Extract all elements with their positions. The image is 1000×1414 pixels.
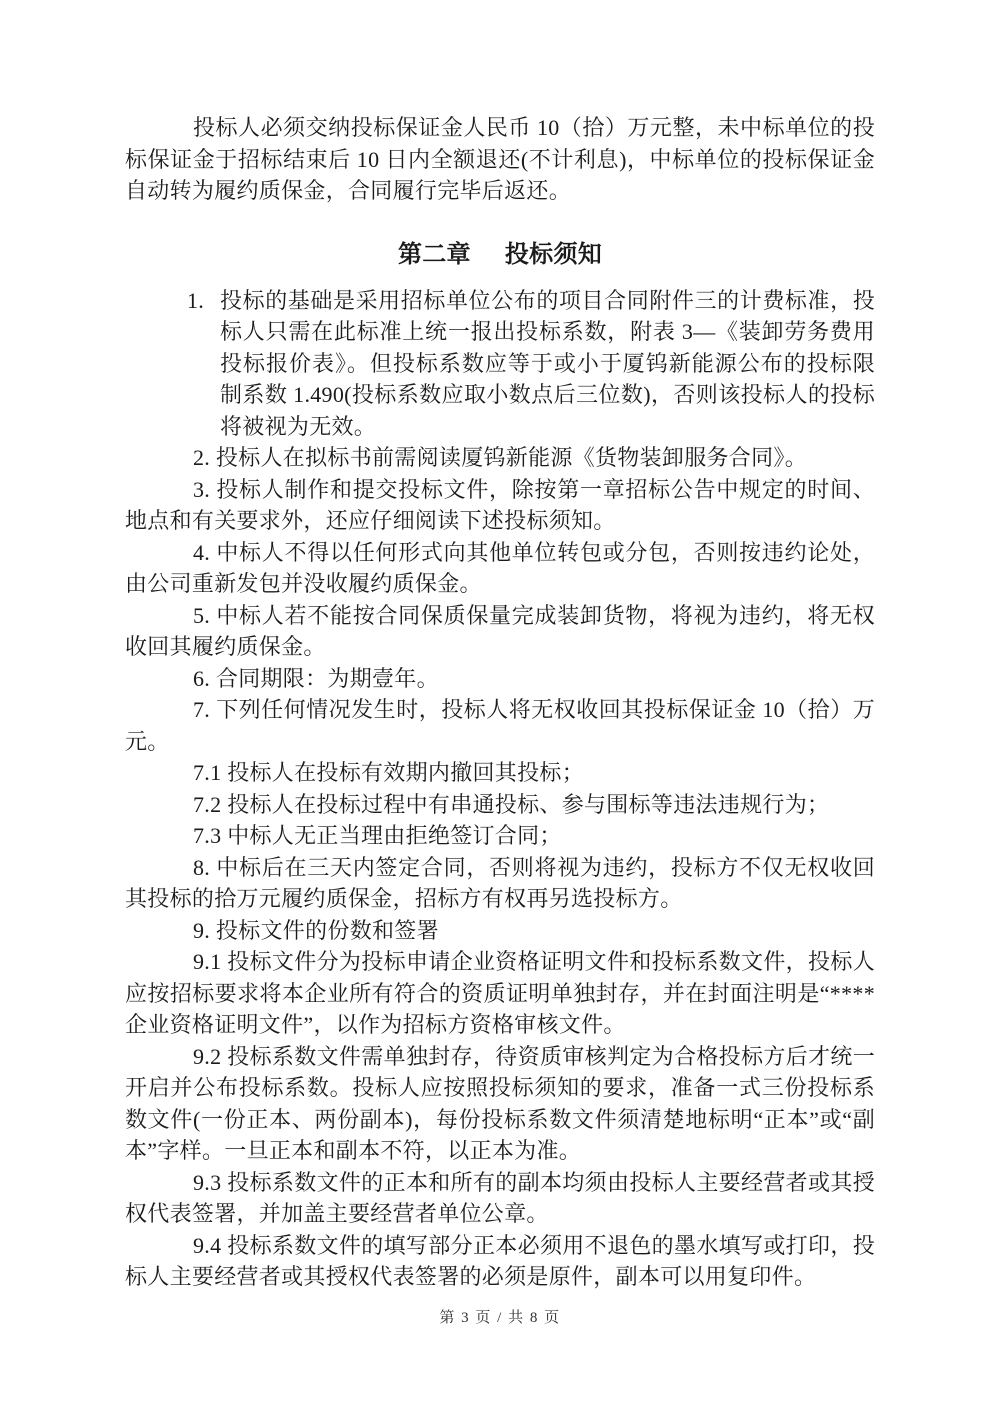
item-1-text: 投标的基础是采用招标单位公布的项目合同附件三的计费标准，投标人只需在此标准上统一报出投标系数，附表 3—《装卸劳务费用投标报价表》。但投标系数应等于或小于厦钨新能源公布的投标限制系数 1.490(投标系数应取小数点后三位数)，否则该投标人的投标将被视为无效。 xyxy=(220,287,875,439)
numbered-item-1 xyxy=(125,285,875,443)
paragraph-intro: 投标人必须交纳投标保证金人民币 10（拾）万元整，未中标单位的投标保证金于招标结束后 10 日内全额退还(不计利息)，中标单位的投标保证金自动转为履约质保金，合同履行完毕后返还。 xyxy=(125,115,875,203)
paragraph-3: 3. 投标人制作和提交投标文件，除按第一章招标公告中规定的时间、地点和有关要求外，还应仔细阅读下述投标须知。 xyxy=(125,476,875,533)
page-footer: 第 3 页 / 共 8 页 xyxy=(439,1310,561,1326)
paragraph-9-3: 9.3 投标系数文件的正本和所有的副本均须由投标人主要经营者或其授权代表签署，并加盖主要经营者单位公章。 xyxy=(125,1169,875,1226)
paragraph-2: 2. 投标人在拟标书前需阅读厦钨新能源《货物装卸服务合同》。 xyxy=(193,445,808,470)
paragraph-8: 8. 中标后在三天内签定合同，否则将视为违约，投标方不仅无权收回其投标的拾万元履约质保金，招标方有权再另选投标方。 xyxy=(125,854,875,911)
paragraph-7-2: 7.2 投标人在投标过程中有串通投标、参与围标等违法违规行为； xyxy=(193,791,830,817)
paragraph-7-1: 7.1 投标人在投标有效期内撤回其投标； xyxy=(193,760,585,785)
paragraph-9-2: 9.2 投标系数文件需单独封存，待资质审核判定为合格投标方后才统一开启并公布投标系数。投标人应按照投标须知的要求，准备一式三份投标系数文件(一份正本、两份副本)，每份投标系数文件须清楚地标明“正本”或“副本”字样。一旦正本和副本不符，以正本为准。 xyxy=(125,1043,875,1163)
chapter-title: 投标须知 xyxy=(504,241,603,268)
paragraph-7-3: 7.3 中标人无正当理由拒绝签订合同； xyxy=(193,823,562,848)
chapter-number: 第二章 xyxy=(397,241,471,268)
paragraph-5: 5. 中标人若不能按合同保质保量完成装卸货物，将视为违约，将无权收回其履约质保金。 xyxy=(125,602,875,659)
paragraph-7: 7. 下列任何情况发生时，投标人将无权收回其投标保证金 10（拾）万元。 xyxy=(125,697,875,754)
paragraph-4: 4. 中标人不得以任何形式向其他单位转包或分包，否则按违约论处，由公司重新发包并没收履约质保金。 xyxy=(125,539,875,596)
paragraph-9-4: 9.4 投标系数文件的填写部分正本必须用不退色的墨水填写或打印，投标人主要经营者或其授权代表签署的必须是原件，副本可以用复印件。 xyxy=(125,1232,875,1289)
paragraph-9: 9. 投标文件的份数和签署 xyxy=(193,917,439,943)
paragraph-6: 6. 合同期限：为期壹年。 xyxy=(193,665,439,691)
chapter-heading xyxy=(125,237,875,273)
paragraph-9-1: 9.1 投标文件分为投标申请企业资格证明文件和投标系数文件，投标人应按招标要求将本企业所有符合的资质证明单独封存，并在封面注明是“****企业资格证明文件”，以作为招标方资格审核文件。 xyxy=(125,949,875,1037)
item-1-number: 1. xyxy=(187,287,205,313)
